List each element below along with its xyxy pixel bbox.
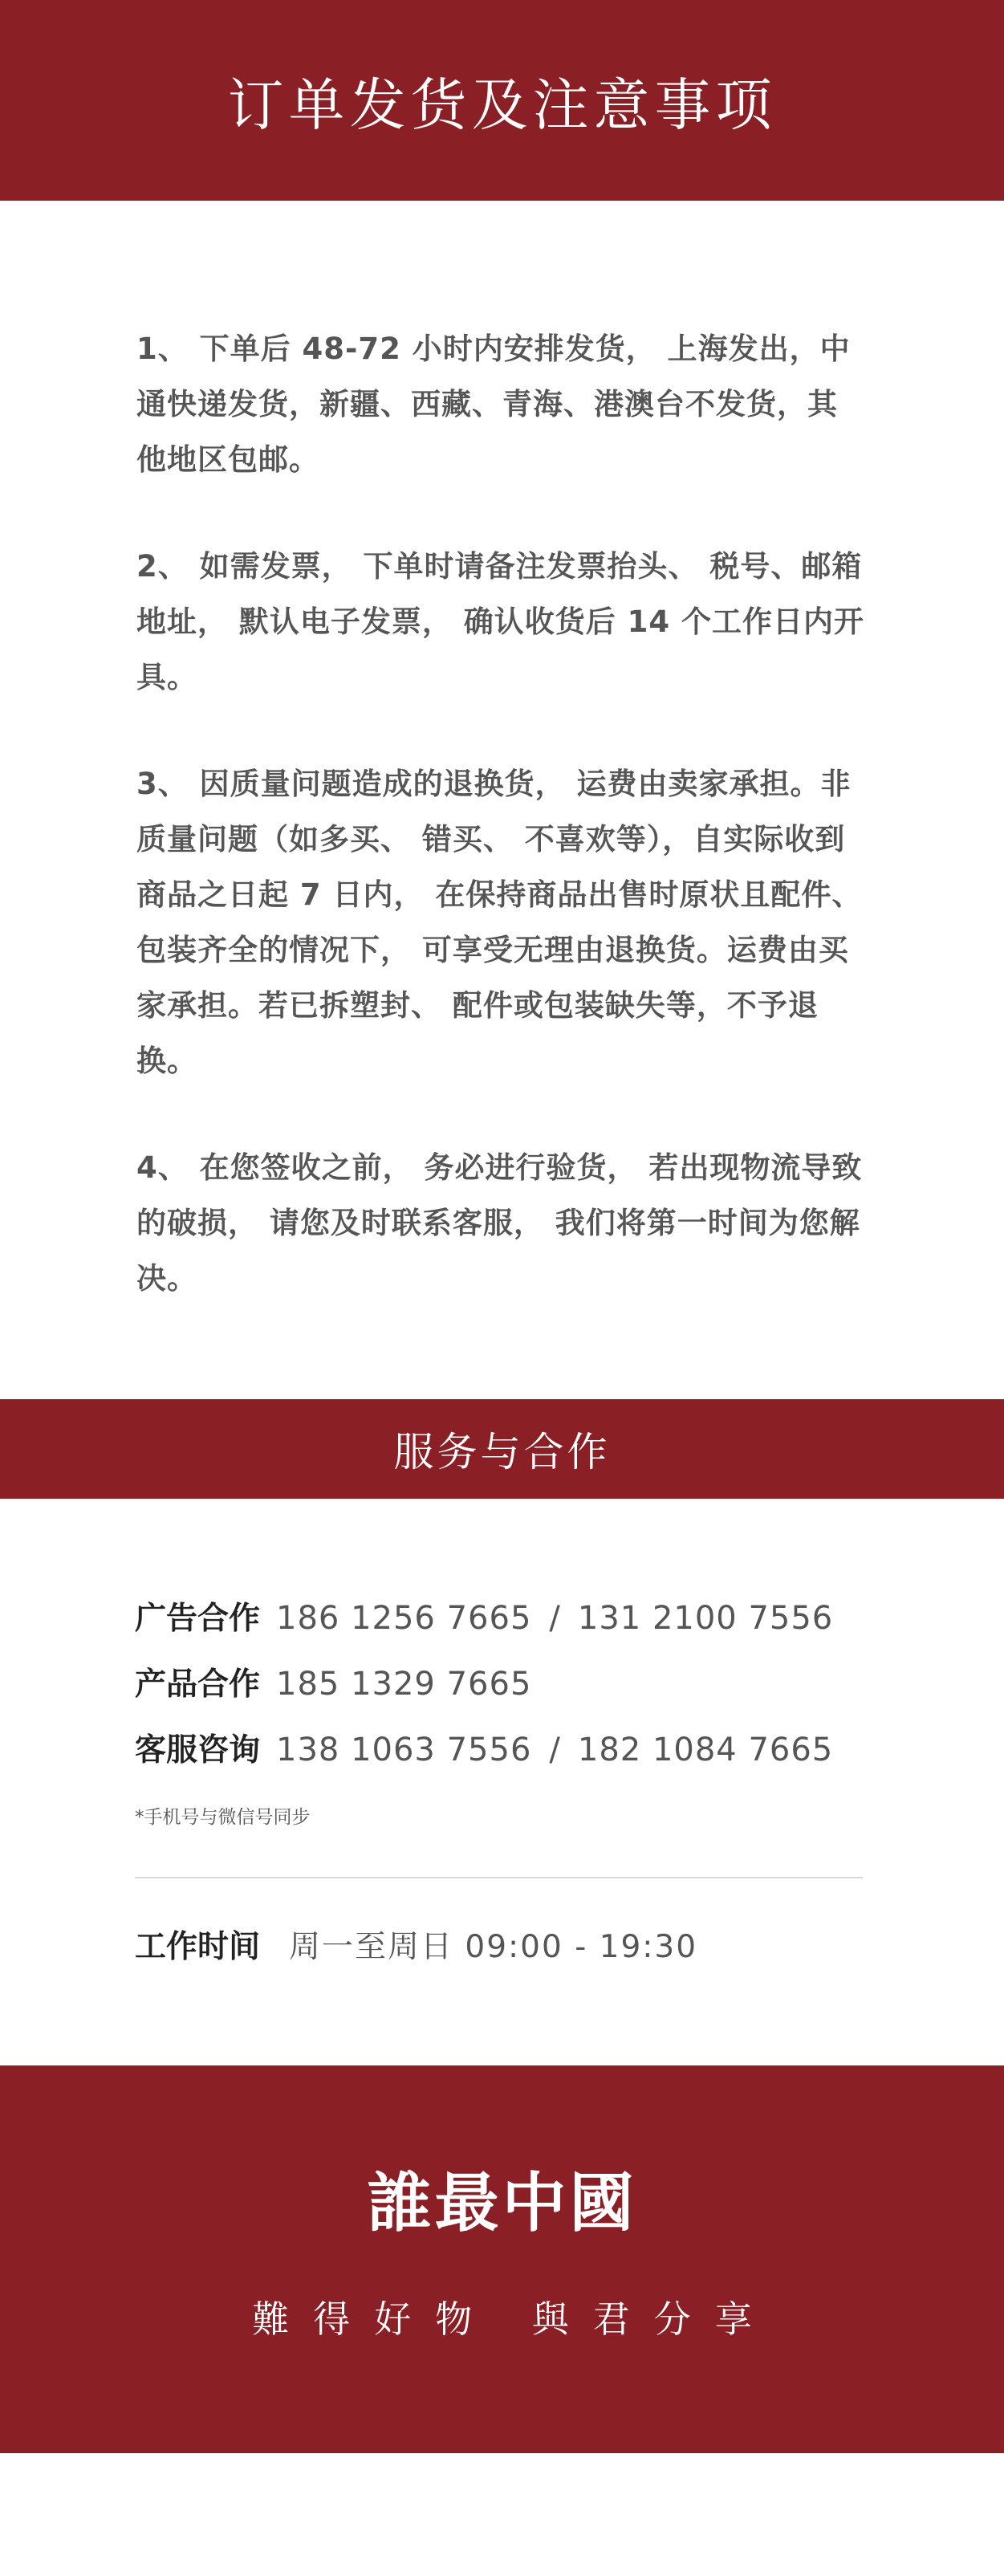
contact-label-ads: 广告合作: [135, 1601, 261, 1637]
phone-separator: /: [549, 1732, 560, 1768]
service-banner: [0, 1399, 1004, 1499]
phone-number[interactable]: 131 2100 7556: [577, 1600, 834, 1637]
footer-banner: [0, 2065, 1004, 2453]
hours-label: 工作时间: [135, 1929, 261, 1965]
phone-separator: /: [549, 1600, 560, 1637]
phone-number[interactable]: 186 1256 7665: [276, 1600, 532, 1637]
brand-logo-text: 誰最中國: [367, 2165, 637, 2240]
contact-row-ads: [135, 1593, 869, 1659]
contact-row-support: [135, 1725, 869, 1791]
header-banner: [0, 0, 1004, 201]
contact-section: [0, 1499, 1004, 2065]
contact-label-support: 客服咨询: [135, 1732, 261, 1768]
notice-item-4: 4、 在您签收之前， 务必进行验货， 若出现物流导致的破损， 请您及时联系客服， 我们将第一时间为您解决。: [136, 1150, 863, 1296]
section-divider: [135, 1877, 863, 1878]
page-title: 订单发货及注意事项: [227, 71, 777, 138]
contact-label-product: 产品合作: [135, 1666, 261, 1703]
phone-number[interactable]: 138 1063 7556: [276, 1732, 532, 1768]
wechat-footnote: *手机号与微信号同步: [135, 1807, 311, 1828]
phone-number[interactable]: 185 1329 7665: [276, 1666, 532, 1703]
brand-slogan: 難得好物 與君分享: [252, 2297, 776, 2341]
shipping-notice: [0, 201, 1004, 1399]
notice-item-1: 1、 下单后 48-72 小时内安排发货， 上海发出，中通快递发货，新疆、西藏、青海、港澳台不发货，其他地区包邮。: [136, 332, 851, 477]
contact-row-product: [135, 1659, 869, 1725]
working-hours: [135, 1922, 869, 1967]
notice-item-3: 3、 因质量问题造成的退换货， 运费由卖家承担。非质量问题（如多买、 错买、 不喜欢等），自实际收到商品之日起 7 日内， 在保持商品出售时原状且配件、包装齐全的情况下， 可享受无理由退换货。运费由买家承担。若已拆塑封、 配件或包装缺失等，不予退换。: [136, 767, 863, 1078]
hours-value: 周一至周日 09:00 - 19:30: [289, 1929, 698, 1965]
service-heading: 服务与合作: [393, 1429, 611, 1475]
phone-number[interactable]: 182 1084 7665: [577, 1732, 834, 1768]
notice-item-2: 2、 如需发票， 下单时请备注发票抬头、 税号、邮箱地址， 默认电子发票， 确认收货后 14 个工作日内开具。: [136, 549, 865, 694]
